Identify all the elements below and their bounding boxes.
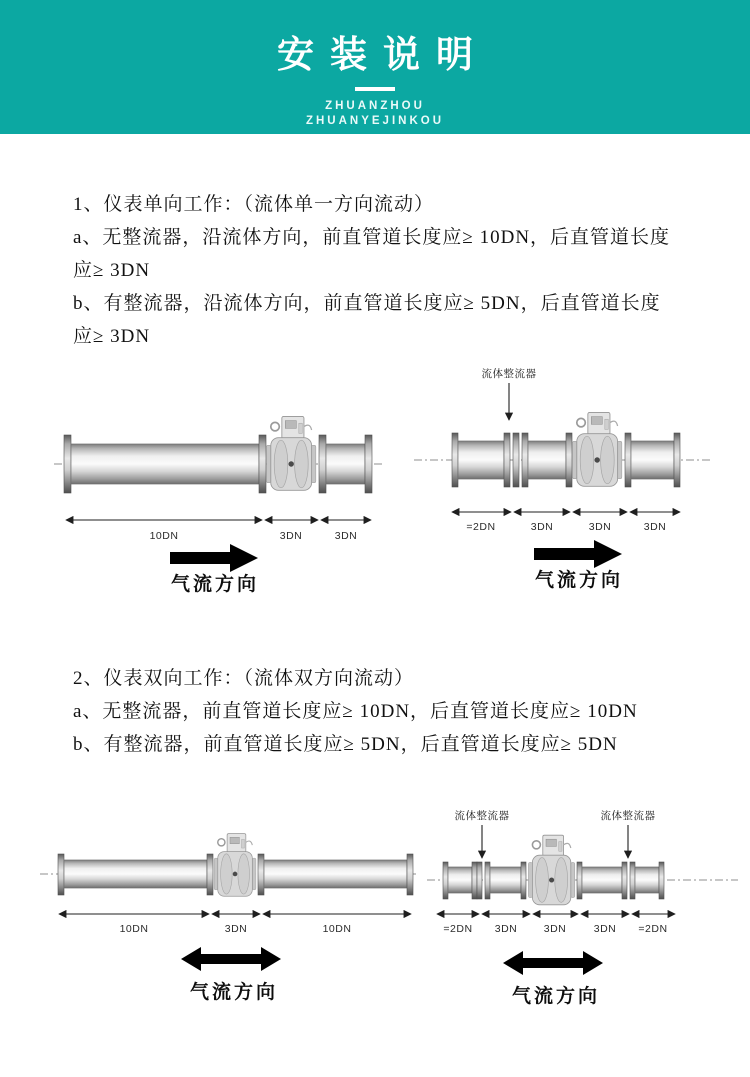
flow-direction-label: 气流方向 [534,570,624,591]
section1-line-b1: b、有整流器，沿流体方向，前直管道长度应≥ 5DN，后直管道长度 [73,293,661,314]
pipe-segment [631,441,674,479]
section1-heading: 1、仪表单向工作：（流体单一方向流动） [73,194,435,215]
section1-line-a1: a、无整流器，沿流体方向，前直管道长度应≥ 10DN，后直管道长度 [73,227,671,248]
subtitle-line-1: ZHUANZHOU [325,100,425,112]
diagram-unidirectional-with-rectifier [412,360,712,605]
dim-label: =2DN [443,923,473,935]
pipe-segment [635,867,659,893]
flange [674,433,680,487]
section1-line-a2: 应≥ 3DN [73,260,151,281]
dim-label: 3DN [494,923,518,935]
flange [659,862,664,899]
rectifier-label: 流体整流器 [481,368,537,380]
flow-meter [214,834,256,897]
dim-label: =2DN [638,923,668,935]
flow-meter [267,416,316,490]
dim-label: 3DN [543,923,567,935]
flange [577,862,582,899]
diagram-bidirectional-with-rectifiers [425,804,740,1024]
pipe-segment [490,867,521,893]
dim-label: 3DN [643,521,667,533]
flange [407,854,413,895]
section-bidirectional-text [73,662,685,761]
title-divider [355,87,395,91]
section-unidirectional-text [73,188,685,353]
flow-direction-label: 气流方向 [189,982,279,1003]
flange [259,435,266,493]
dim-label: 10DN [119,923,149,935]
dim-label: 3DN [588,521,612,533]
dim-label: 3DN [279,530,303,542]
dim-label: =2DN [466,521,496,533]
flow-arrow-bidirectional [181,947,281,971]
flow-arrow-right [534,540,622,568]
rectifier-label: 流体整流器 [454,810,510,822]
flange [566,433,572,487]
flow-direction-label: 气流方向 [170,574,260,595]
flow-arrow-right [170,544,258,572]
subtitle-line-2: ZHUANYEJINKOU [305,115,445,127]
section2-line-a: a、无整流器，前直管道长度应≥ 10DN，后直管道长度应≥ 10DN [73,701,638,722]
dim-label: 3DN [334,530,358,542]
section1-line-b2: 应≥ 3DN [73,326,151,347]
flange [452,433,458,487]
pipe-segment [64,860,207,888]
rectifier-disc [513,433,519,487]
page-header [0,0,750,134]
dim-label: 3DN [530,521,554,533]
flow-direction-label: 气流方向 [511,986,601,1007]
flange [521,862,526,899]
page-title: 安装说明 [277,34,489,75]
flange [58,854,64,895]
flow-meter [573,412,622,486]
page-subtitle [0,99,750,129]
pipe-segment [264,860,407,888]
rectifier-disc [485,862,490,899]
flow-arrow-bidirectional [503,951,603,975]
dim-label: 10DN [322,923,352,935]
section2-line-b: b、有整流器，前直管道长度应≥ 5DN，后直管道长度应≥ 5DN [73,734,618,755]
dim-label: 3DN [224,923,248,935]
flange [319,435,326,493]
pipe-segment [71,444,259,484]
diagram-unidirectional-no-rectifier [52,372,387,607]
rectifier-disc [622,862,627,899]
flange [258,854,264,895]
dim-label: 10DN [149,530,179,542]
pipe-segment [528,441,566,479]
section2-heading: 2、仪表双向工作：（流体双方向流动） [73,668,415,689]
diagram-bidirectional-no-rectifier [38,818,418,1018]
pipe-segment [458,441,504,479]
flange [443,862,448,899]
pipe-segment [326,444,365,484]
rectifier-disc [630,862,635,899]
flow-meter [528,835,574,905]
flange [365,435,372,493]
flange [472,862,477,899]
pipe-segment [582,867,622,893]
flange [64,435,71,493]
flange [625,433,631,487]
rectifier-label: 流体整流器 [600,810,656,822]
flange [207,854,213,895]
pipe-segment [448,867,472,893]
flange [504,433,510,487]
dim-label: 3DN [593,923,617,935]
rectifier-disc [477,862,482,899]
rectifier-disc [522,433,528,487]
